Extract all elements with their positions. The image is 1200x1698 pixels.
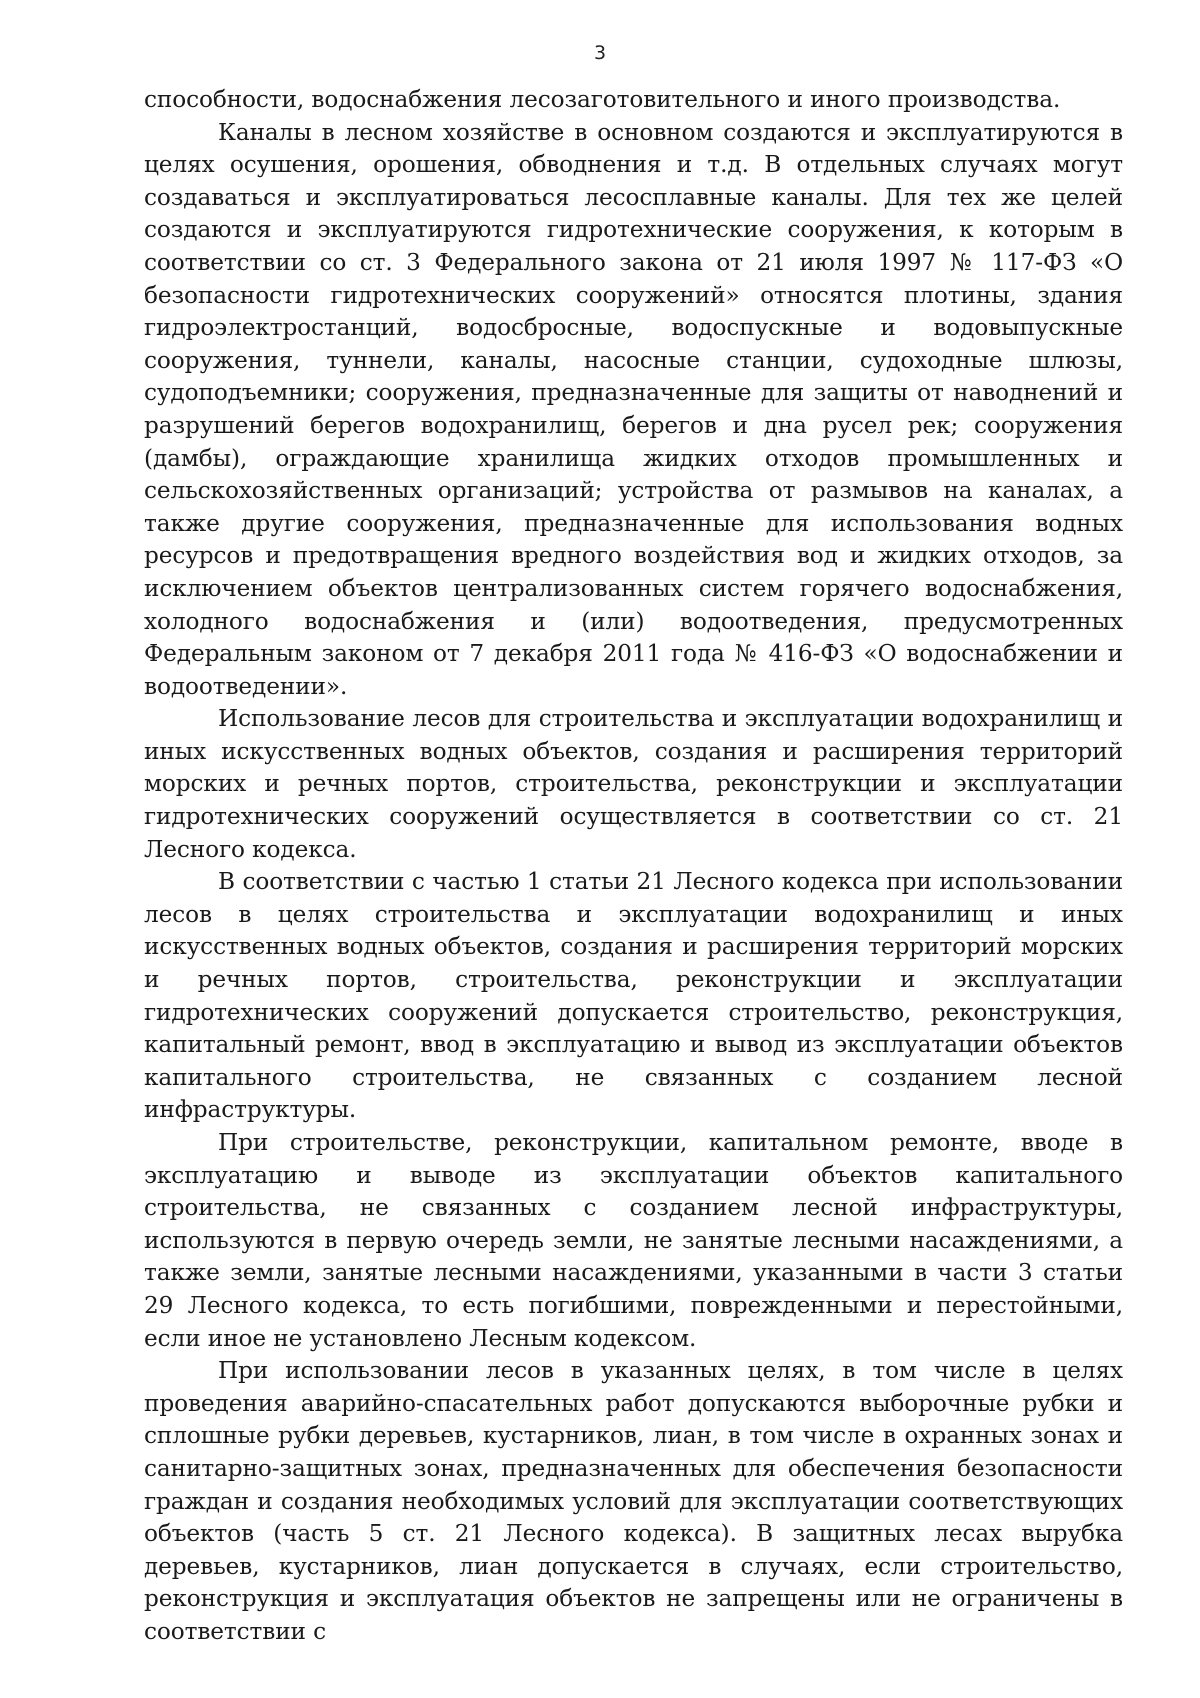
paragraph-forest-use: Использование лесов для строительства и эксплуатации водохранилищ и иных искусственных водных объектов, создания и расширения территорий морских и речных портов, строительства, реконструкции и эксплуатации гидротехнических сооружений осуществляется в соответствии со ст. 21 Лесного кодекса. (144, 705, 1123, 863)
paragraph-article-21-part-1: В соответствии с частью 1 статьи 21 Лесного кодекса при использовании лесов в целях строительства и эксплуатации водохранилищ и иных искусственных водных объектов, создания и расширения территорий морских и речных портов, строительства, реконструкции и эксплуатации гидротехнических сооружений допускается строительство, реконструкция, капитальный ремонт, ввод в эксплуатацию и вывод из эксплуатации объектов капитального строительства, не связанных с созданием лесной инфраструктуры. (144, 868, 1123, 1124)
paragraph-canals: Каналы в лесном хозяйстве в основном создаются и эксплуатируются в целях осушения, орошения, обводнения и т.д. В отдельных случаях могут создаваться и эксплуатироваться лесосплавные каналы. Для тех же целей создаются и эксплуатируются гидротехнические сооружения, к которым в соответствии со ст. 3 Федерального закона от 21 июля 1997 № 117-ФЗ «О безопасности гидротехнических сооружений» относятся плотины, здания гидроэлектростанций, водосбросные, водоспускные и водовыпускные сооружения, туннели, каналы, насосные станции, судоходные шлюзы, судоподъемники; сооружения, предназначенные для защиты от наводнений и разрушений берегов водохранилищ, берегов и дна русел рек; сооружения (дамбы), ограждающие хранилища жидких отходов промышленных и сельскохозяйственных организаций; устройства от размывов на каналах, а также другие сооружения, предназначенные для использования водных ресурсов и предотвращения вредного воздействия вод и жидких отходов, за исключением объектов централизованных систем горячего водоснабжения, холодного водоснабжения и (или) водоотведения, предусмотренных Федеральным законом от 7 декабря 2011 года № 416-ФЗ «О водоснабжении и водоотведении». (144, 118, 1123, 700)
paragraph-logging: При использовании лесов в указанных целях, в том числе в целях проведения аварийно-спасательных работ допускаются выборочные рубки и сплошные рубки деревьев, кустарников, лиан, в том числе в охранных зонах и санитарно-защитных зонах, предназначенных для обеспечения безопасности граждан и создания необходимых условий для эксплуатации соответствующих объектов (часть 5 ст. 21 Лесного кодекса). В защитных лесах вырубка деревьев, кустарников, лиан допускается в случаях, если строительство, реконструкция и эксплуатация объектов не запрещены или не ограничены в соответствии с (144, 1357, 1123, 1645)
document-body (144, 84, 1123, 1649)
paragraph-construction-lands: При строительстве, реконструкции, капитальном ремонте, вводе в эксплуатацию и выводе из эксплуатации объектов капитального строительства, не связанных с созданием лесной инфраструктуры, используются в первую очередь земли, не занятые лесными насаждениями, а также земли, занятые лесными насаждениями, указанными в части 3 статьи 29 Лесного кодекса, то есть погибшими, поврежденными и перестойными, если иное не установлено Лесным кодексом. (144, 1129, 1123, 1352)
paragraph-continuation: способности, водоснабжения лесозаготовительного и иного производства. (144, 86, 1061, 113)
page-number: 3 (593, 42, 607, 64)
